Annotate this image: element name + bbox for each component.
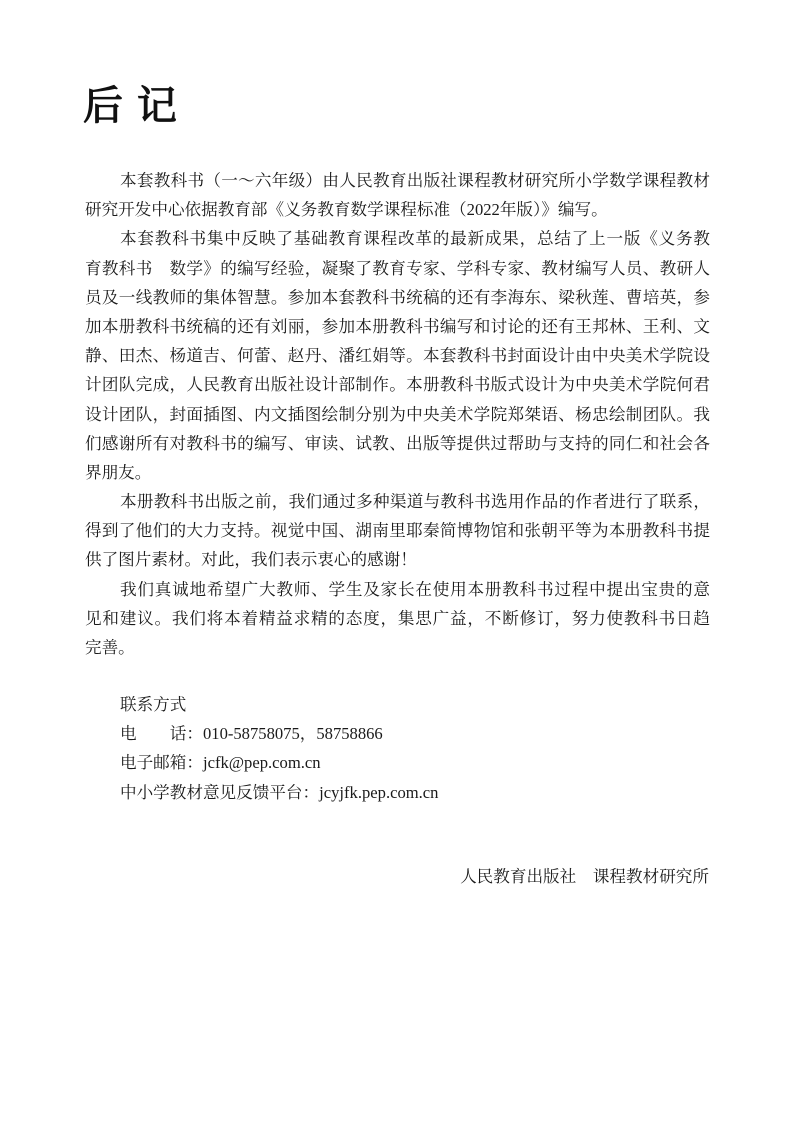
text-line: 本套教科书（一～六年级）由人民教育出版社课程教材研究所小学数学课程教材 [120, 171, 710, 190]
text-line: 静、田杰、杨道吉、何蕾、赵丹、潘红娟等。本套教科书封面设计由中央美术学院设 [85, 346, 710, 366]
text-line: 育教科书 数学》的编写经验，凝聚了教育专家、学科专家、教材编写人员、教研人 [85, 258, 710, 278]
text-line: 完善。 [85, 638, 135, 657]
text-line: 加本册教科书统稿的还有刘丽，参加本册教科书编写和讨论的还有王邦林、王利、文 [85, 316, 710, 336]
text-line: 设计团队，封面插图、内文插图绘制分别为中央美术学院郑桀语、杨忠绘制团队。我 [85, 404, 710, 424]
contact-phone [120, 719, 680, 748]
contact-info [120, 690, 680, 807]
contact-value: 010-58758075，58758866 [202, 724, 383, 744]
text-line: 得到了他们的大力支持。视觉中国、湖南里耶秦简博物馆和张朝平等为本册教科书提 [85, 521, 710, 541]
publisher-signature: 人民教育出版社 课程教材研究所 [460, 867, 709, 886]
text-line: 研究开发中心依据教育部《义务教育数学课程标准（2022年版）》编写。 [85, 200, 608, 220]
text-line: 们感谢所有对教科书的编写、审读、试教、出版等提供过帮助与支持的同仁和社会各 [85, 433, 710, 453]
contact-value: jcfk@pep.com.cn [202, 753, 321, 773]
paragraph [85, 166, 710, 224]
contact-heading: 联系方式 [120, 695, 187, 714]
contact-feedback-platform [120, 778, 680, 807]
paragraph [85, 487, 710, 575]
text-line: 本册教科书出版之前，我们通过多种渠道与教科书选用作品的作者进行了联系， [120, 492, 710, 512]
text-line: 员及一线教师的集体智慧。参加本套教科书统稿的还有李海东、梁秋莲、曹培英，参 [85, 287, 710, 307]
afterword-body [85, 166, 710, 662]
contact-label: 电子邮箱： [120, 753, 203, 773]
text-line: 见和建议。我们将本着精益求精的态度，集思广益，不断修订，努力使教科书日趋 [85, 608, 710, 628]
page-title: 后 记 [83, 83, 177, 129]
text-line: 我们真诚地希望广大教师、学生及家长在使用本册教科书过程中提出宝贵的意 [120, 579, 710, 599]
contact-label: 中小学教材意见反馈平台： [120, 782, 320, 802]
contact-value: jcyjfk.pep.com.cn [319, 782, 439, 802]
paragraph [85, 224, 710, 487]
text-line: 计团队完成，人民教育出版社设计部制作。本册教科书版式设计为中央美术学院何君 [85, 375, 710, 395]
contact-label: 电 话： [120, 724, 203, 744]
text-line: 供了图片素材。对此，我们表示衷心的感谢！ [85, 550, 417, 570]
contact-email [120, 748, 680, 777]
text-line: 界朋友。 [85, 462, 152, 482]
text-line: 本套教科书集中反映了基础教育课程改革的最新成果，总结了上一版《义务教 [120, 229, 710, 249]
paragraph [85, 575, 710, 663]
